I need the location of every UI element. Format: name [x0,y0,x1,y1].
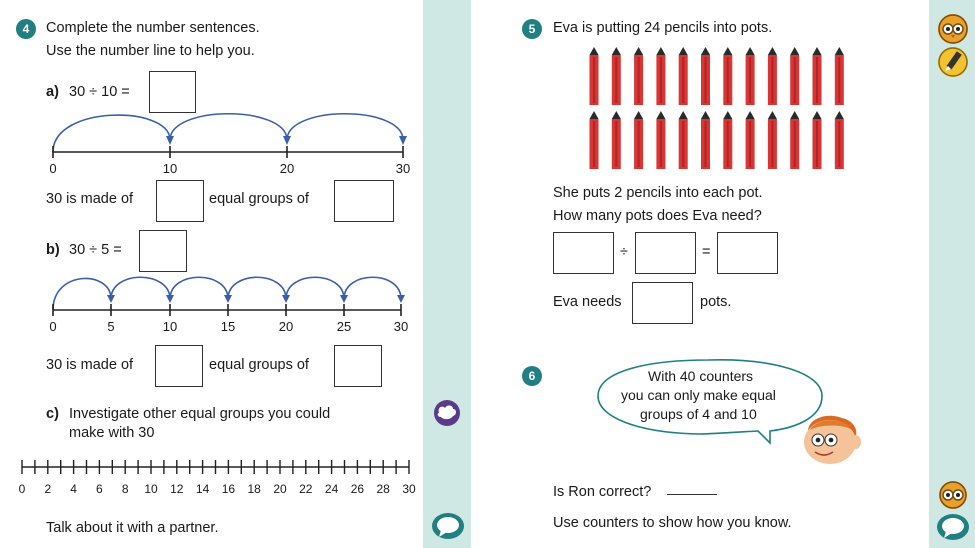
line-b-tick-label: 30 [393,319,409,334]
line-c-tick-label: 14 [195,482,210,496]
line-c-tick-label: 28 [376,482,390,496]
q4b-label: b) [46,242,60,258]
line-b-tick-label: 10 [162,319,178,334]
q4a-equal-groups-label: equal groups of [209,191,309,207]
q4c-line-2: make with 30 [69,425,155,441]
line-b-tick-label: 0 [49,319,57,334]
line-c-tick-label: 8 [121,482,129,496]
q5-pots-label: pots. [700,294,732,310]
q5-line-2: How many pots does Eva need? [553,208,762,224]
line-c-tick-label: 24 [324,482,339,496]
line-c-tick-label: 22 [299,482,313,496]
q6-instruction: Use counters to show how you know. [553,515,792,531]
q5-title: Eva is putting 24 pencils into pots. [553,20,773,36]
q4c-line-1: Investigate other equal groups you could [69,406,331,422]
question-6-badge: 6 [522,366,542,386]
ron-character-avatar [798,410,864,466]
q4-intro-2: Use the number line to help you. [46,43,255,59]
line-b-tick-label: 20 [278,319,294,334]
q5-equals-sign: = [702,244,711,260]
line-c-tick-label: 16 [221,482,236,496]
line-b-tick-label: 15 [220,319,236,334]
q4-intro-1: Complete the number sentences. [46,20,260,36]
question-4-badge: 4 [16,19,36,39]
line-b-tick-label: 5 [107,319,115,334]
q4-talk-prompt: Talk about it with a partner. [46,520,219,536]
line-c-tick-label: 18 [247,482,261,496]
line-c-tick-label: 12 [170,482,184,496]
line-b-tick-label: 25 [336,319,352,334]
line-a-tick-label: 10 [162,161,178,176]
speech-bubble-icon [936,513,970,541]
q5-eva-needs-label: Eva needs [553,294,622,310]
line-c-tick-label: 20 [273,482,287,496]
line-c-tick-label: 26 [350,482,365,496]
line-c-tick-label: 10 [144,482,158,496]
q6-answer-line[interactable] [667,494,717,495]
bubble-text-line-2: you can only make equal [621,387,776,403]
question-5-badge: 5 [522,19,542,39]
line-c-tick-label: 6 [96,482,103,496]
q5-line-1: She puts 2 pencils into each pot. [553,185,763,201]
owl-icon [937,480,969,510]
q6-question: Is Ron correct? [553,484,652,500]
line-c-tick-label: 30 [402,482,416,496]
line-c-tick-label: 0 [18,482,26,496]
q4b-expression: 30 ÷ 5 = [69,242,122,258]
q4a-made-of-label: 30 is made of [46,191,134,207]
line-c-tick-label: 2 [44,482,52,496]
line-a-tick-label: 0 [49,161,57,176]
q4c-label: c) [46,406,59,422]
line-c-tick-label: 4 [70,482,77,496]
line-a-tick-label: 20 [279,161,295,176]
q4b-made-of-label: 30 is made of [46,357,134,373]
q5-division-sign: ÷ [620,244,628,260]
bubble-text-line-3: groups of 4 and 10 [640,406,757,422]
q4a-label: a) [46,84,59,100]
q4a-expression: 30 ÷ 10 = [69,84,130,100]
line-a-tick-label: 30 [395,161,411,176]
q4b-equal-groups-label: equal groups of [209,357,309,373]
bubble-text-line-1: With 40 counters [648,368,754,384]
